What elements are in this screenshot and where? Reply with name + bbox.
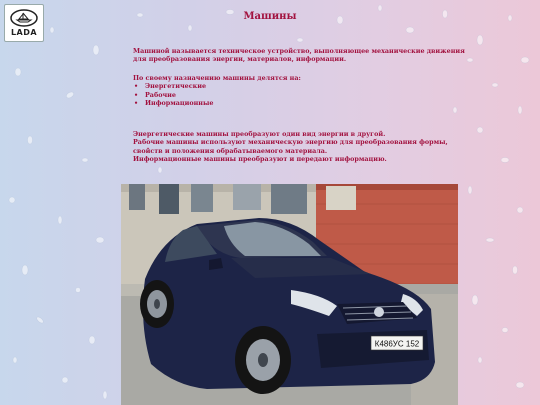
detail-line: Рабочие машины используют механическую энергию для преобразования формы, (133, 138, 448, 147)
detail-line: свойств и положения обрабатываемого материала. (133, 146, 328, 155)
definition-line: для преобразования энергии, материалов, информации. (133, 55, 347, 64)
detail-line: Информационные машины преобразуют и передают информацию. (133, 155, 387, 164)
purpose-list (133, 82, 473, 107)
page-title: Машины (243, 11, 297, 22)
logo-text: LADA (10, 28, 38, 37)
purpose-heading: По своему назначению машины делятся на: (133, 74, 301, 82)
machine-details (133, 130, 473, 164)
lada-logo (4, 4, 44, 42)
car-photo (121, 184, 458, 405)
list-item: • Энергетические (133, 82, 473, 90)
definition-text (133, 47, 473, 64)
list-item: • Информационные (133, 99, 473, 107)
definition-line: Машиной называется техническое устройство, выполняющее механические движения (133, 47, 465, 55)
license-plate: К486УС 152 (374, 339, 420, 349)
list-item: • Рабочие (133, 91, 473, 99)
detail-line: Энергетические машины преобразуют один вид энергии в другой. (133, 130, 386, 138)
purpose-block (133, 74, 473, 108)
